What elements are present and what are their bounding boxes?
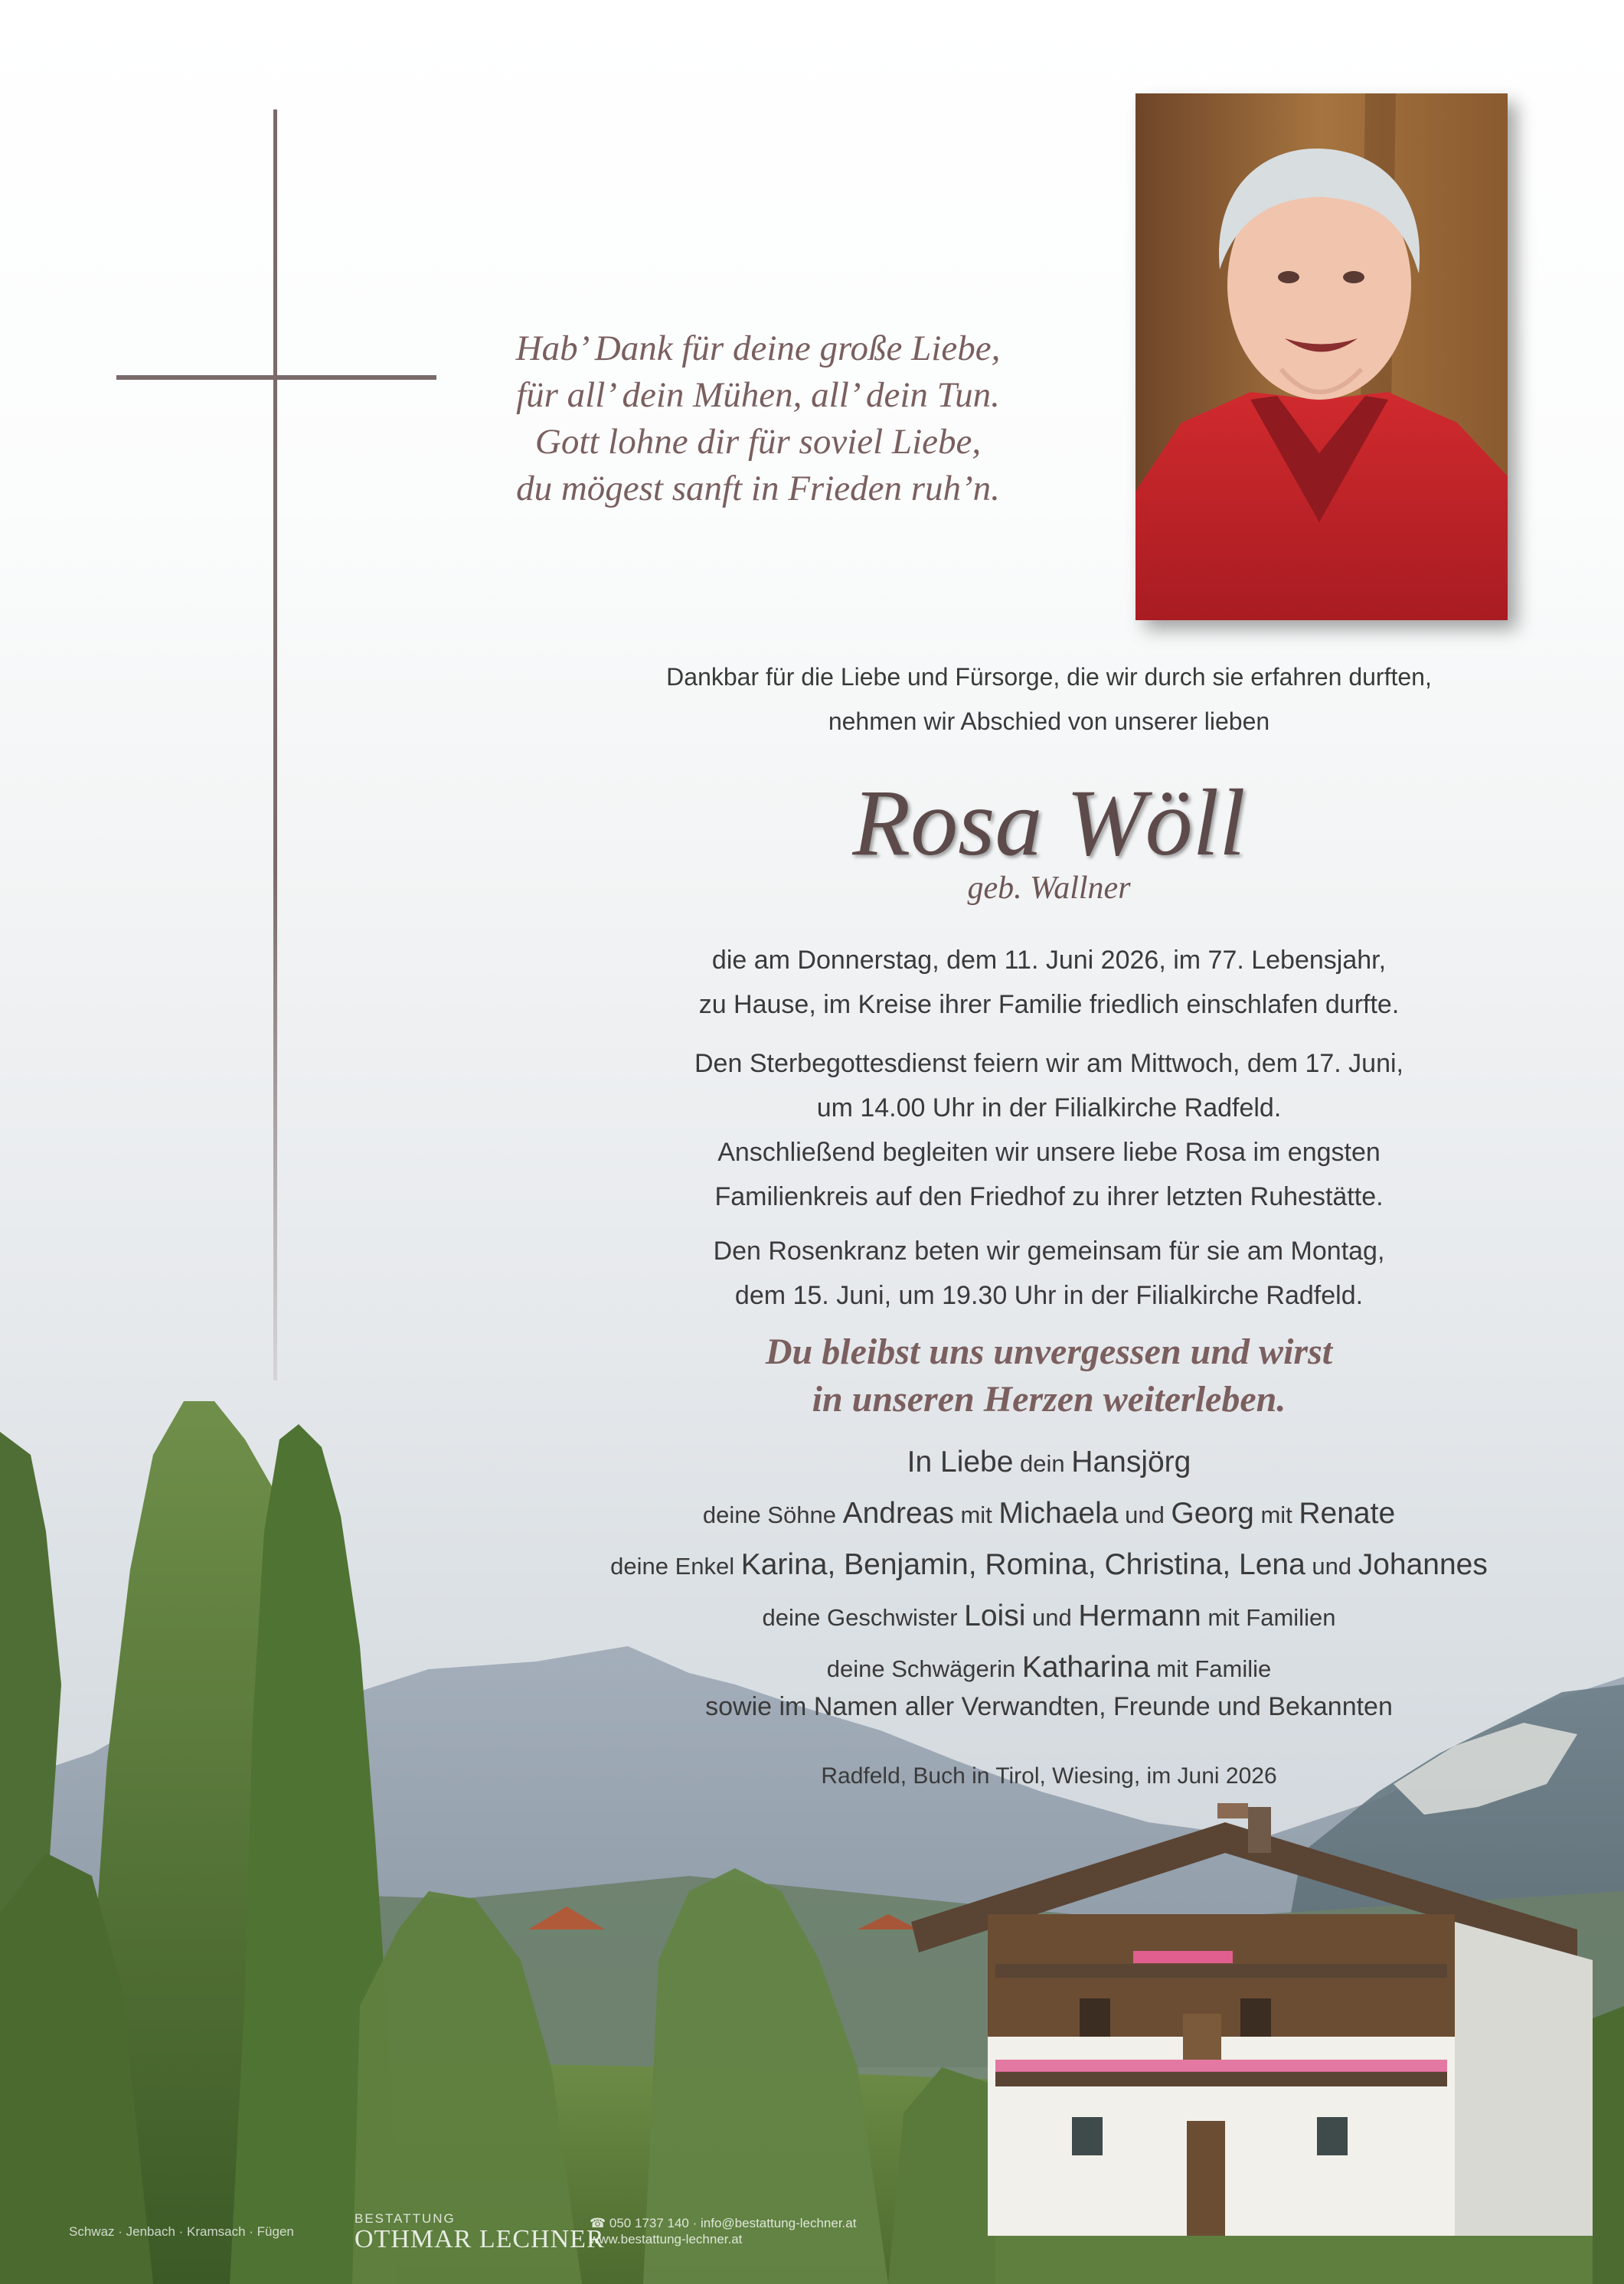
deceased-name: Rosa Wöll — [852, 770, 1246, 875]
closing-line: Du bleibst uns unvergessen und wirst — [765, 1332, 1333, 1372]
intro-line: nehmen wir Abschied von unserer lieben — [828, 707, 1270, 735]
death-notice-line: zu Hause, im Kreise ihrer Familie friedlich einschlafen durfte. — [698, 990, 1400, 1019]
cross-horizontal-bar — [116, 375, 436, 380]
funeral-line: um 14.00 Uhr in der Filialkirche Radfeld. — [816, 1093, 1282, 1122]
funeral-info — [536, 1041, 1562, 1219]
footer — [0, 2190, 1624, 2284]
footer-towns: Schwaz · Jenbach · Kramsach · Fügen — [69, 2224, 294, 2239]
footer-logo-name: OTHMAR LECHNER — [355, 2225, 605, 2253]
rosary-line: Den Rosenkranz beten wir gemeinsam für sie am Montag, — [713, 1237, 1385, 1266]
intro-text — [536, 655, 1562, 743]
family-list — [536, 1439, 1562, 1696]
family-row-sister-in-law: deine Schwägerin Katharina mit Familie — [826, 1651, 1272, 1684]
family-row-siblings: deine Geschwister Loisi und Hermann mit Familien — [762, 1599, 1336, 1632]
rosary-info — [536, 1229, 1562, 1318]
death-notice-line: die am Donnerstag, dem 11. Juni 2026, im 77. Lebensjahr, — [711, 946, 1387, 975]
family-row-spouse: In Liebe dein Hansjörg — [907, 1446, 1191, 1479]
funeral-line: Anschließend begleiten wir unsere liebe Rosa im engsten — [717, 1138, 1381, 1167]
poem-line: Hab’ Dank für deine große Liebe, — [515, 328, 1001, 368]
rosary-line: dem 15. Juni, um 19.30 Uhr in der Filialkirche Radfeld. — [734, 1281, 1364, 1310]
poem — [429, 325, 1087, 512]
place-date: Radfeld, Buch in Tirol, Wiesing, im Juni 2026 — [821, 1763, 1277, 1789]
footer-contact-phone: ☎ 050 1737 140 · info@bestattung-lechner.at — [590, 2216, 857, 2230]
signoff: sowie im Namen aller Verwandten, Freunde und Bekannten — [705, 1692, 1393, 1721]
footer-logo-top: BESTATTUNG — [355, 2211, 456, 2226]
funeral-line: Den Sterbegottesdienst feiern wir am Mittwoch, dem 17. Juni, — [694, 1049, 1403, 1078]
intro-line: Dankbar für die Liebe und Fürsorge, die wir durch sie erfahren durften, — [666, 663, 1432, 691]
footer-contact-web: www.bestattung-lechner.at — [590, 2232, 743, 2246]
maiden-name: geb. Wallner — [967, 871, 1131, 906]
cross-vertical-bar — [273, 109, 277, 1381]
death-notice — [536, 938, 1562, 1027]
poem-line: Gott lohne dir für soviel Liebe, — [534, 422, 982, 462]
poem-line: für all’ dein Mühen, all’ dein Tun. — [516, 375, 1000, 415]
poem-line: du mögest sanft in Frieden ruh’n. — [516, 469, 1000, 508]
portrait-photo — [1135, 93, 1508, 620]
funeral-line: Familienkreis auf den Friedhof zu ihrer letzten Ruhestätte. — [714, 1182, 1384, 1211]
closing-words — [536, 1328, 1562, 1423]
closing-line: in unseren Herzen weiterleben. — [812, 1379, 1286, 1420]
family-row-grandchildren: deine Enkel Karina, Benjamin, Romina, Christina, Lena und Johannes — [610, 1548, 1488, 1581]
family-row-sons: deine Söhne Andreas mit Michaela und Georg mit Renate — [702, 1497, 1396, 1530]
